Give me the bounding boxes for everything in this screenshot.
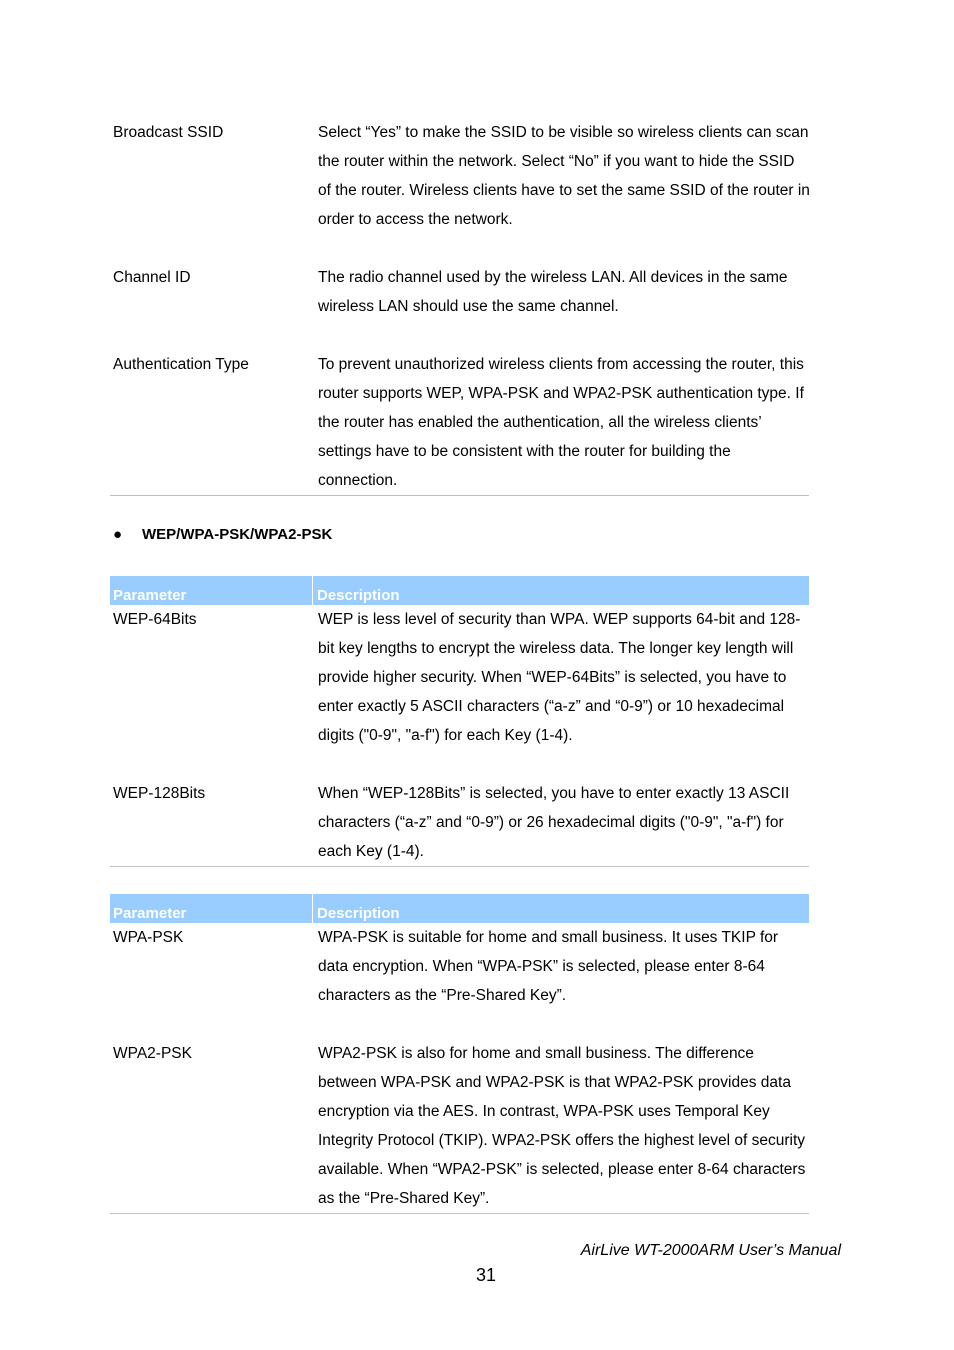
table-row [110, 118, 809, 234]
param-name: Channel ID [113, 269, 191, 286]
table-header [110, 894, 809, 923]
header-description: Description [317, 905, 400, 922]
param-name: WEP-128Bits [113, 785, 206, 802]
table-row [110, 1039, 809, 1213]
table-row [110, 923, 809, 1010]
param-description: WPA-PSK is suitable for home and small business. It uses TKIP for data encryption. When “WPA-PSK” is selected, please enter 8-64 characters as the “Pre-Shared Key”. [318, 929, 779, 1004]
page-number: 31 [475, 1265, 497, 1285]
param-description: When “WEP-128Bits” is selected, you have to enter exactly 13 ASCII characters (“a-z” and “0-9”) or 26 hexadecimal digits ("0-9", "a-f") for each Key (1-4). [318, 785, 790, 860]
param-name: WPA-PSK [113, 929, 184, 946]
table-header [110, 576, 809, 605]
param-name: WEP-64Bits [113, 611, 197, 628]
param-name: WPA2-PSK [113, 1045, 192, 1062]
table-body [110, 923, 809, 1214]
manual-title: AirLive WT-2000ARM User’s Manual [580, 1242, 841, 1259]
table-row [110, 350, 809, 495]
bullet-icon: ● [113, 526, 123, 543]
table-row [110, 779, 809, 866]
header-divider [312, 576, 313, 605]
header-description: Description [317, 587, 400, 604]
param-description: The radio channel used by the wireless LAN. All devices in the same wireless LAN should use the same channel. [318, 269, 788, 315]
header-parameter: Parameter [113, 905, 187, 922]
table-body [110, 605, 809, 867]
wep-table [110, 576, 809, 867]
section-title: WEP/WPA-PSK/WPA2-PSK [142, 526, 333, 543]
param-name: Broadcast SSID [113, 124, 224, 141]
header-parameter: Parameter [113, 587, 187, 604]
section-heading [113, 526, 332, 543]
param-name: Authentication Type [113, 356, 249, 373]
settings-table-top [110, 118, 809, 496]
wpa-table [110, 894, 809, 1214]
header-divider [312, 894, 313, 923]
table-body [110, 118, 809, 496]
param-description: To prevent unauthorized wireless clients from accessing the router, this router supports WEP, WPA-PSK and WPA2-PSK authentication type. If the router has enabled the authentication, all the wireless clients’ settings have to be consistent with the router for building the connection. [318, 356, 804, 489]
table-row [110, 263, 809, 321]
param-description: Select “Yes” to make the SSID to be visible so wireless clients can scan the router within the network. Select “No” if you want to hide the SSID of the router. Wireless clients have to set the same SSID of the router in order to access the network. [318, 124, 810, 228]
table-row [110, 605, 809, 750]
param-description: WEP is less level of security than WPA. WEP supports 64-bit and 128-bit key lengths to encrypt the wireless data. The longer key length will provide higher security. When “WEP-64Bits” is selected, you have to enter exactly 5 ASCII characters (“a-z” and “0-9”) or 10 hexadecimal digits ("0-9", "a-f") for each Key (1-4). [318, 611, 801, 744]
param-description: WPA2-PSK is also for home and small business. The difference between WPA-PSK and WPA2-PSK is that WPA2-PSK provides data encryption via the AES. In contrast, WPA-PSK uses Temporal Key Integrity Protocol (TKIP). WPA2-PSK offers the highest level of security available. When “WPA2-PSK” is selected, please enter 8-64 characters as the “Pre-Shared Key”. [318, 1045, 806, 1207]
